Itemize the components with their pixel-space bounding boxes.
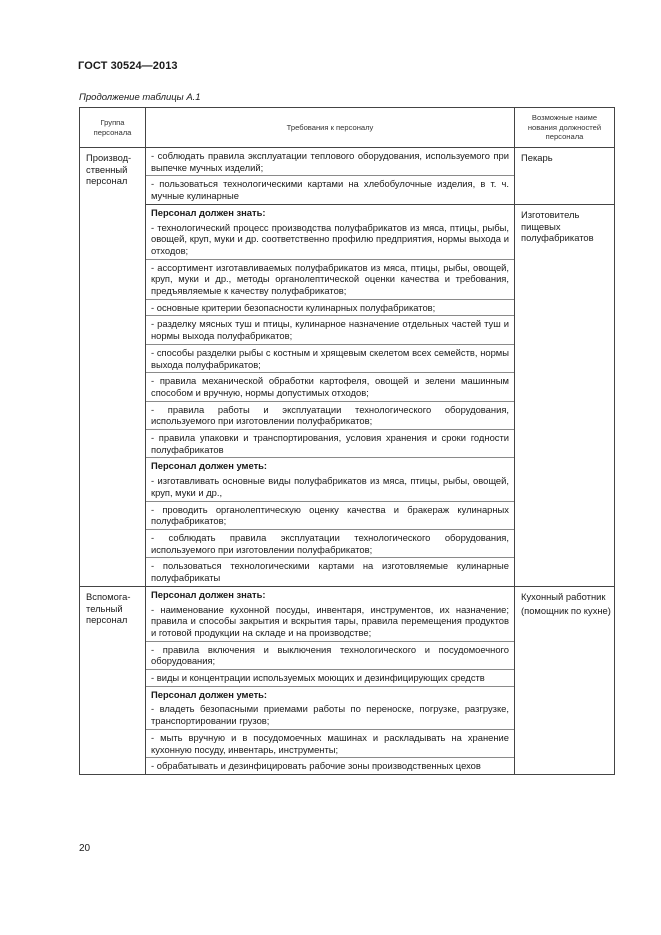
- table-header-row: [80, 108, 615, 148]
- requirement-item: - пользоваться технологическими картами на изготовляемые кулинарные полуфабрикаты: [151, 560, 509, 584]
- requirement-item: - правила включения и выключения технологического и посудомоечного оборудования;: [146, 642, 514, 670]
- table-row: [80, 148, 615, 205]
- know-heading: Персонал должен знать:: [151, 206, 266, 218]
- group-cell: [80, 148, 146, 587]
- requirement-item: - владеть безопасными приемами работы по переноске, погрузке, разгрузке, транспортировании грузов;: [146, 701, 514, 729]
- requirement-item: - виды и концентрации используемых моющих и дезинфицирующих средств: [146, 670, 514, 687]
- requirement-item: - мыть вручную и в посудомоечных машинах и раскладывать на хранение кухонную посуду, инвентарь, инструменты;: [146, 730, 514, 758]
- requirements-table: [79, 107, 615, 775]
- requirement-item: - пользоваться технологическими картами на хлебобулочные изделия, в т. ч. мучные кулинарные: [151, 178, 509, 202]
- requirement-item: - разделку мясных туш и птицы, кулинарное назначение отдельных частей туш и нормы выхода полуфабрикатов;: [146, 316, 514, 344]
- header-positions: Возможные наиме нования должностей персонала: [515, 108, 615, 148]
- page-number: 20: [79, 843, 91, 854]
- table-row: [80, 204, 615, 586]
- position-note: (помощник по кухне): [521, 604, 611, 616]
- table-caption: Продолжение таблицы А.1: [79, 92, 201, 103]
- can-heading: Персонал должен уметь:: [151, 460, 268, 472]
- header-group: Группа персонала: [80, 108, 146, 148]
- group-label: Вспомога-тельный персонал: [86, 590, 131, 626]
- requirement-item: - изготавливать основные виды полуфабрикатов из мяса, птицы, рыбы, овощей, круп, муки и др.,: [146, 473, 514, 501]
- requirement-item: - технологический процесс производства полуфабрикатов из мяса, птицы, рыбы, овощей, круп, муки и др. соответственно профилю предприятия, нормы выхода и отходов;: [146, 220, 514, 260]
- requirement-item: - ассортимент изготавливаемых полуфабрикатов из мяса, птицы, рыбы, овощей, круп, муки и др., методы органолептической оценки качества и требования, предъявляемые к качеству полуфабрикатов;: [146, 260, 514, 300]
- requirement-item: - правила механической обработки картофеля, овощей и зелени машинным способом и вручную, нормы допустимых отходов;: [146, 373, 514, 401]
- header-requirements: Требования к персоналу: [146, 108, 515, 148]
- requirement-item: - соблюдать правила эксплуатации технологического оборудования, используемого при изготовлении полуфабрикатов;: [146, 530, 514, 558]
- requirement-item: - соблюдать правила эксплуатации теплового оборудования, используемого при выпечке мучных изделий;: [146, 148, 514, 176]
- position-label: Кухонный работник: [521, 590, 606, 602]
- standard-title: ГОСТ 30524—2013: [78, 60, 178, 72]
- requirements-cell: [146, 586, 515, 774]
- position-cell: [515, 148, 615, 205]
- requirement-item: - правила работы и эксплуатации технологического оборудования, используемого при изготовлении полуфабрикатов;: [146, 402, 514, 430]
- know-heading: Персонал должен знать:: [151, 588, 266, 600]
- can-heading: Персонал должен уметь:: [151, 688, 268, 700]
- position-cell: [515, 204, 615, 586]
- group-label: Производ-ственный персонал: [86, 152, 132, 187]
- requirement-item: - способы разделки рыбы с костным и хрящевым скелетом всех семейств, нормы выхода полуфабрикатов;: [146, 345, 514, 373]
- position-label: Пекарь: [521, 152, 553, 163]
- table-row: [80, 586, 615, 774]
- requirement-item: - наименование кухонной посуды, инвентаря, инструментов, их назначение; правила и способы закрытия и вскрытия тары, правила перемещения продуктов и готовой продукции на складе и на производстве;: [146, 602, 514, 642]
- requirements-cell: [146, 148, 515, 205]
- group-cell: [80, 586, 146, 774]
- position-cell: [515, 586, 615, 774]
- requirement-item: - проводить органолептическую оценку качества и бракераж кулинарных полуфабрикатов;: [146, 502, 514, 530]
- requirement-item: - правила упаковки и транспортирования, условия хранения и сроки годности полуфабрикатов: [146, 430, 514, 458]
- position-label: Изготовитель пищевых полуфабрикатов: [521, 208, 594, 244]
- requirement-item: - основные критерии безопасности кулинарных полуфабрикатов;: [146, 300, 514, 317]
- requirements-cell: [146, 204, 515, 586]
- requirement-item: - обрабатывать и дезинфицировать рабочие зоны производственных цехов: [151, 760, 481, 772]
